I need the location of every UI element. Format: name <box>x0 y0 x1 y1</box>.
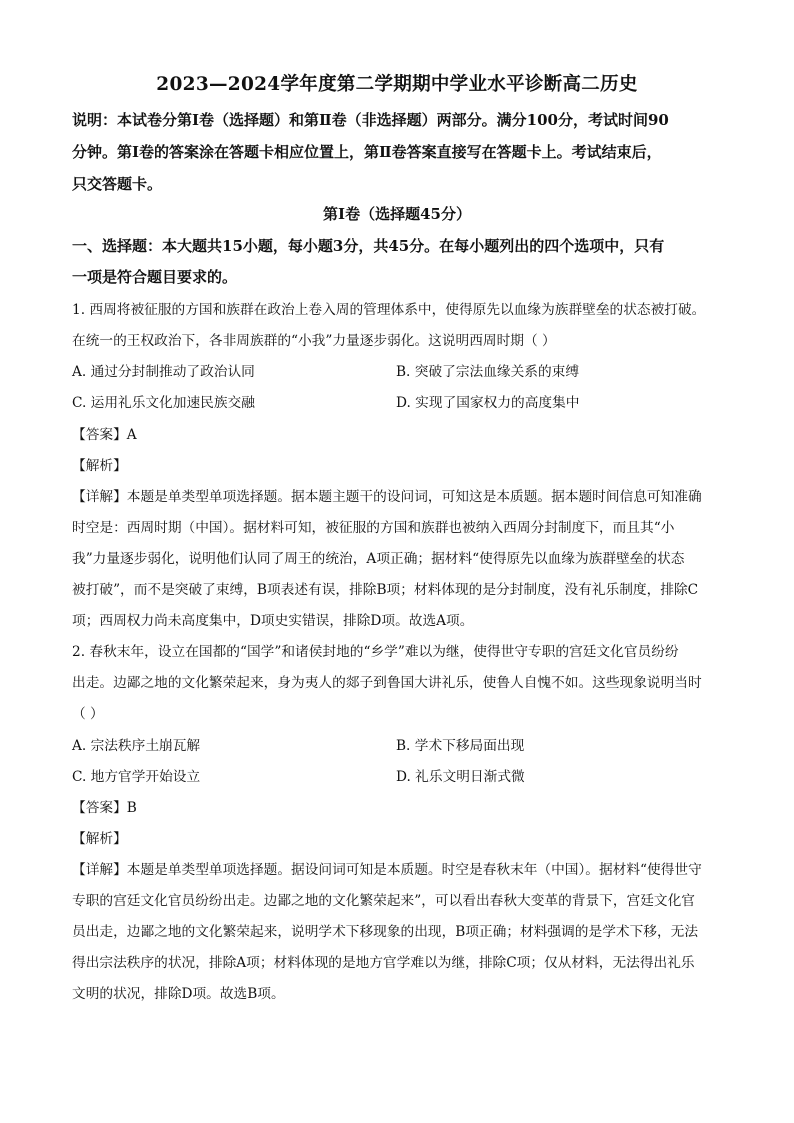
q1-detail-line-2: 时空是：西周时期（中国）。据材料可知，被征服的方国和族群也被纳入西周分封制度下，而且其“小 <box>72 520 675 536</box>
page-title: 2023—2024学年度第二学期期中学业水平诊断高二历史 <box>156 74 638 95</box>
q1-option-d: D. 实现了国家权力的高度集中 <box>396 395 580 411</box>
q2-option-b: B. 学术下移局面出现 <box>396 738 525 754</box>
q2-detail-line-5: 文明的状况，排除D项。故选B项。 <box>72 986 285 1002</box>
q1-option-a: A. 通过分封制推动了政治认同 <box>72 364 255 380</box>
q2-stem-line-1: 2. 春秋末年，设立在国都的“国学”和诸侯封地的“乡学”难以为继，使得世守专职的宫廷文化官员纷纷 <box>72 644 679 660</box>
q1-detail-line-3: 我”力量逐步弱化，说明他们认同了周王的统治，A项正确；据材料“使得原先以血缘为族群壁垒的状态 <box>72 551 685 567</box>
q2-stem-line-2: 出走。边鄙之地的文化繁荣起来，身为夷人的郯子到鲁国大讲礼乐，使鲁人自愧不如。这些现象说明当时 <box>72 675 702 691</box>
section-title: 第Ⅰ卷（选择题45分） <box>323 205 471 223</box>
q2-answer: 【答案】B <box>72 800 137 816</box>
q2-detail-line-2: 专职的宫廷文化官员纷纷出走。边鄙之地的文化繁荣起来”，可以看出春秋大变革的背景下，宫廷文化官 <box>72 893 695 909</box>
q1-detail-line-5: 项；西周权力尚未高度集中，D项史实错误，排除D项。故选A项。 <box>72 613 474 629</box>
instructions-line-2: 分钟。第Ⅰ卷的答案涂在答题卡相应位置上，第Ⅱ卷答案直接写在答题卡上。考试结束后， <box>72 143 662 161</box>
q1-analysis-label: 【解析】 <box>72 458 127 474</box>
q2-analysis-label: 【解析】 <box>72 831 127 847</box>
q1-stem-line-2: 在统一的王权政治下，各非周族群的“小我”力量逐步弱化。这说明西周时期（ ） <box>72 333 556 349</box>
instructions-line-1: 说明：本试卷分第Ⅰ卷（选择题）和第Ⅱ卷（非选择题）两部分。满分100分，考试时间90 <box>72 111 669 129</box>
section-intro-line-2: 一项是符合题目要求的。 <box>72 268 238 286</box>
instructions-line-3: 只交答题卡。 <box>72 175 163 193</box>
q1-answer: 【答案】A <box>72 427 137 443</box>
q2-detail-line-3: 员出走，边鄙之地的文化繁荣起来，说明学术下移现象的出现，B项正确；材料强调的是学术下移，无法 <box>72 924 699 940</box>
q1-detail-line-1: 【详解】本题是单类型单项选择题。据本题主题干的设问词，可知这是本质题。据本题时间信息可知准确 <box>72 489 702 505</box>
q2-option-a: A. 宗法秩序土崩瓦解 <box>72 738 201 754</box>
q2-stem-line-3: （ ） <box>72 706 104 722</box>
section-intro-line-1: 一、选择题：本大题共15小题，每小题3分，共45分。在每小题列出的四个选项中，只有 <box>72 237 665 255</box>
q1-stem-line-1: 1. 西周将被征服的方国和族群在政治上卷入周的管理体系中，使得原先以血缘为族群壁垒的状态被打破。 <box>72 302 706 318</box>
q2-option-d: D. 礼乐文明日渐式微 <box>396 769 525 785</box>
q2-option-c: C. 地方官学开始设立 <box>72 769 201 785</box>
q1-option-c: C. 运用礼乐文化加速民族交融 <box>72 395 255 411</box>
q2-detail-line-1: 【详解】本题是单类型单项选择题。据设问词可知是本质题。时空是春秋末年（中国）。据材料“使得世守 <box>72 862 702 878</box>
q2-detail-line-4: 得出宗法秩序的状况，排除A项；材料体现的是地方官学难以为继，排除C项；仅从材料，无法得出礼乐 <box>72 955 695 971</box>
q1-detail-line-4: 被打破”，而不是突破了束缚，B项表述有误，排除B项；材料体现的是分封制度，没有礼乐制度，排除C <box>72 582 699 598</box>
q1-option-b: B. 突破了宗法血缘关系的束缚 <box>396 364 580 380</box>
